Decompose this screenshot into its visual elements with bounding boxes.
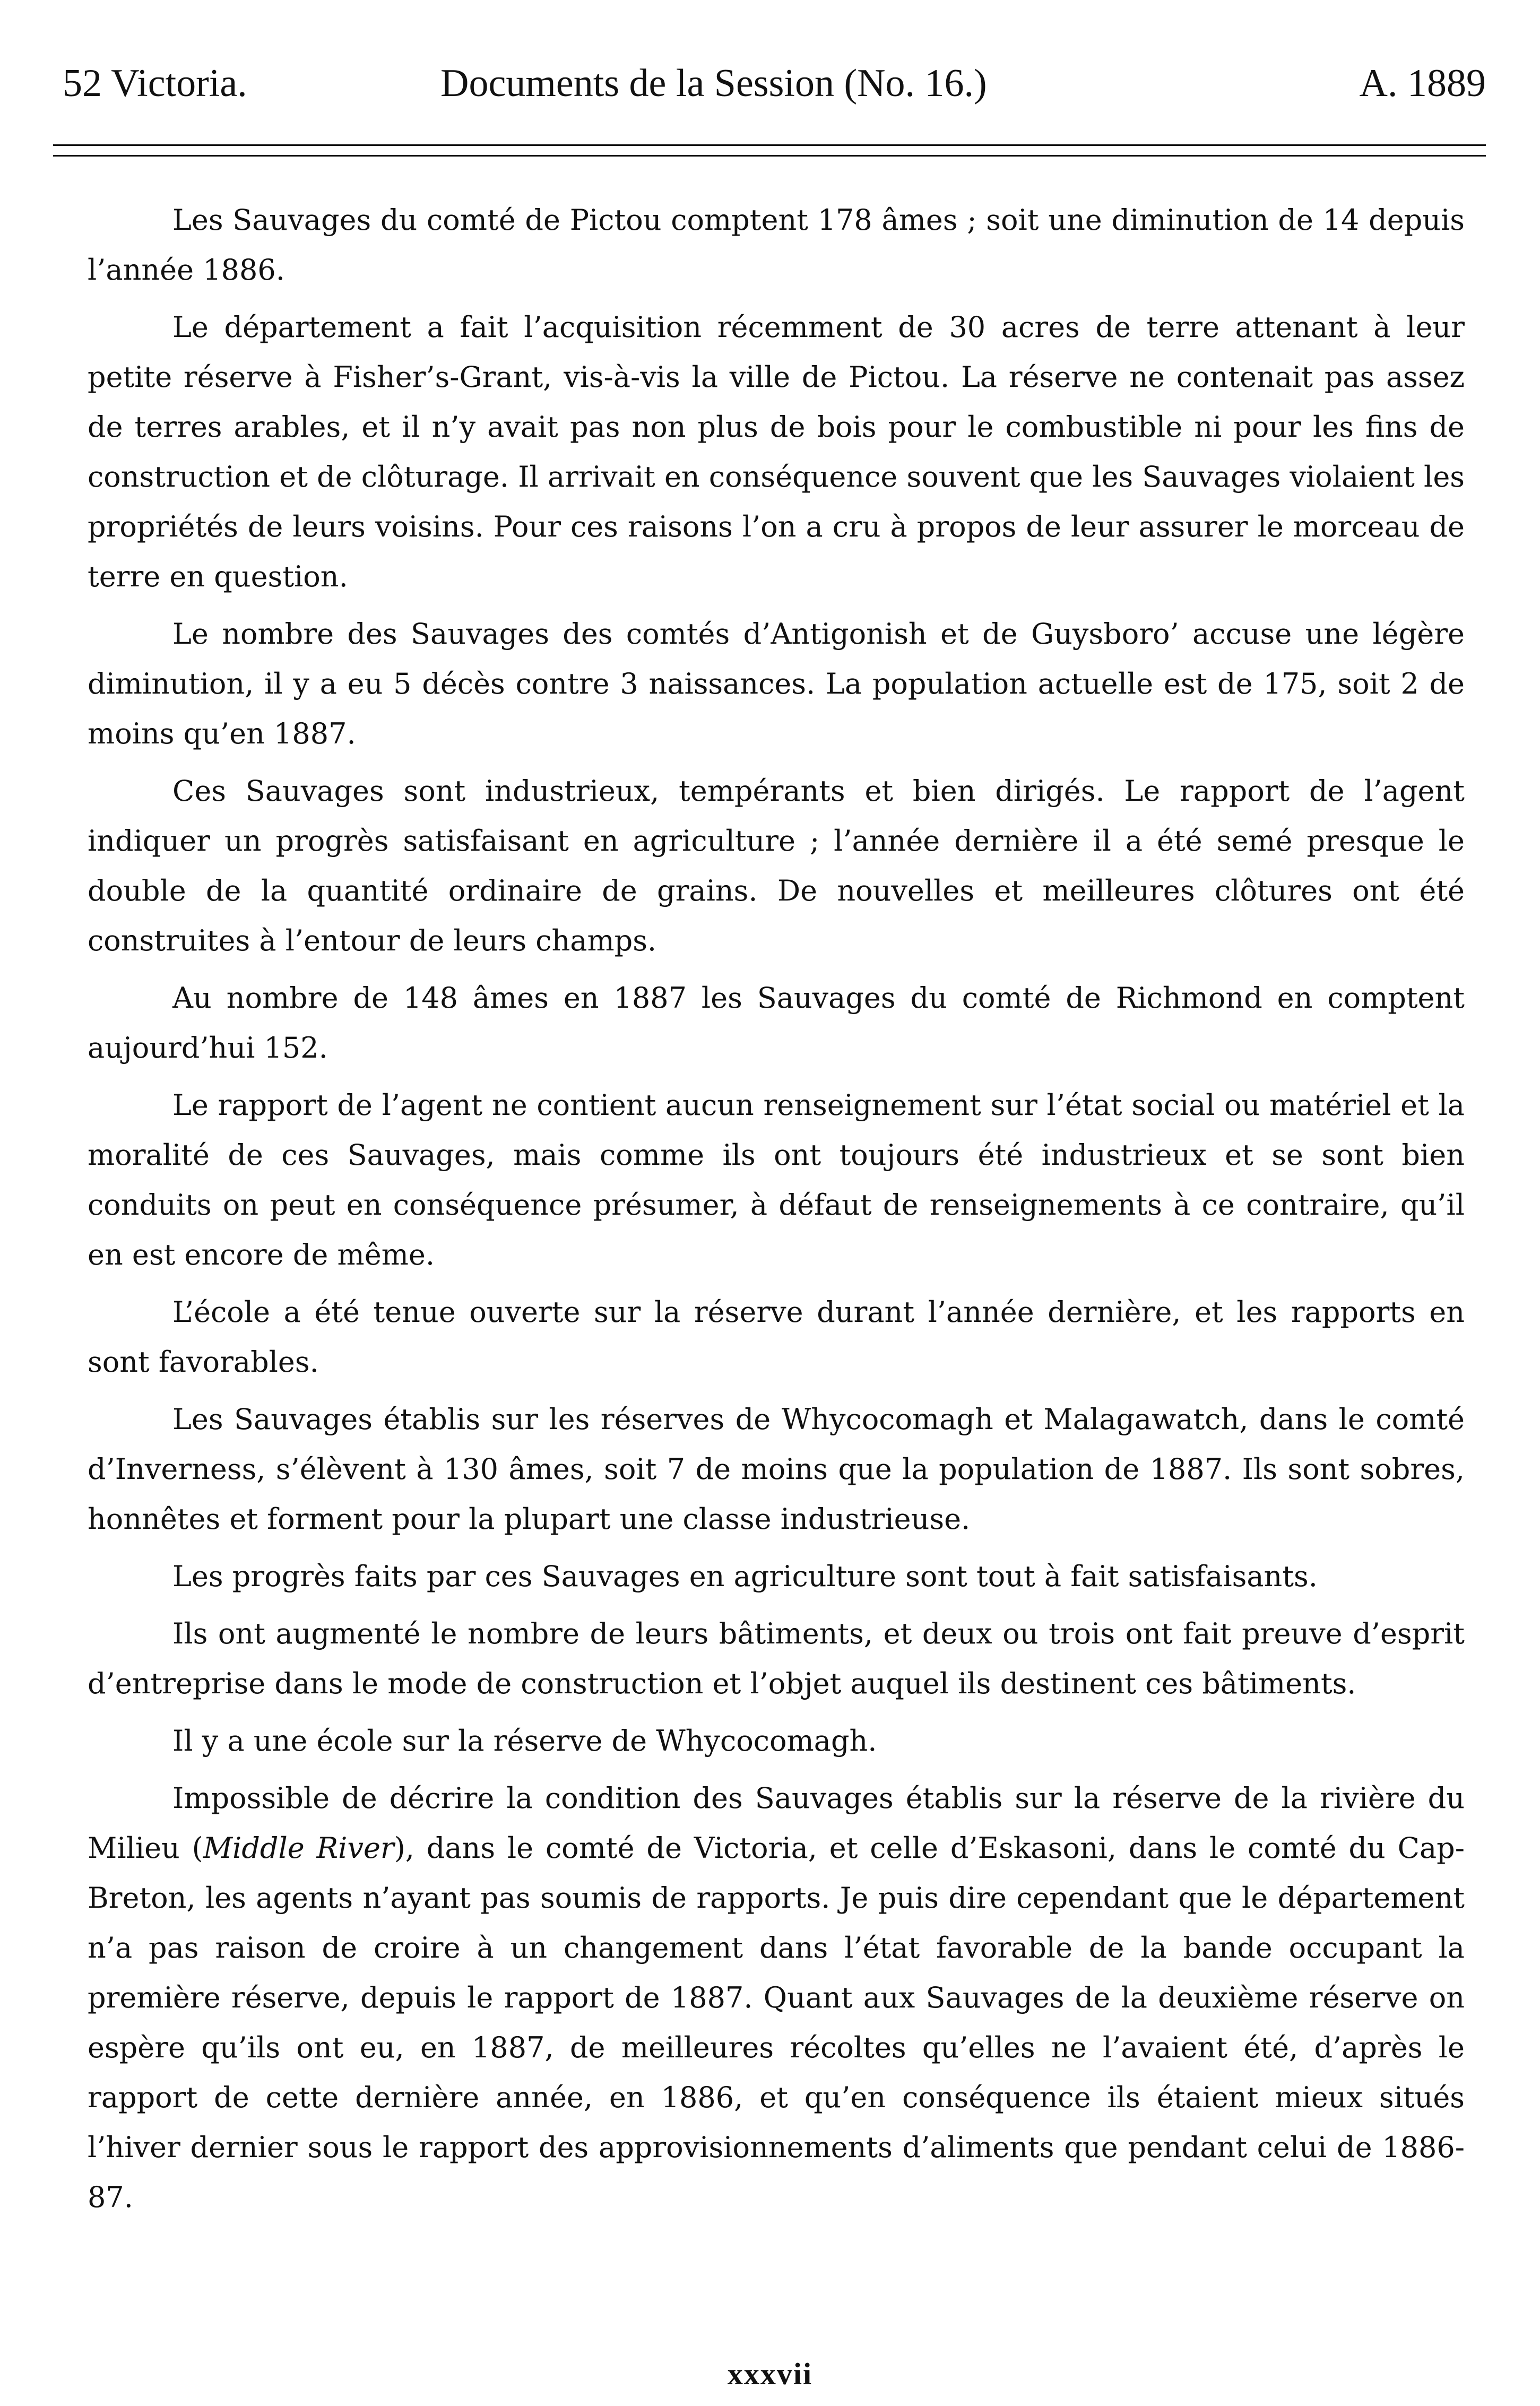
paragraph-inverness: Les Sauvages établis sur les réserves de Whycocomagh et Malagawatch, dans le comté d’Inverness, s’élèvent à 130 âmes, soit 7 de moins que la population de 1887. Ils sont sobres, honnêtes et forment pour la plupart une classe industrieuse.: [88, 1403, 1465, 1536]
paragraph-agent-report: Le rapport de l’agent ne contient aucun renseignement sur l’état social ou matériel et la moralité de ces Sauvages, mais comme ils ont toujours été industrieux et se sont bien conduits on peut en conséquence présumer, à défaut de renseignements à ce contraire, qu’il en est encore de même.: [88, 1088, 1465, 1271]
paragraph-industrious: Ces Sauvages sont industrieux, tempérants et bien dirigés. Le rapport de l’agent indiquer un progrès satisfaisant en agriculture ; l’année dernière il a été semé presque le double de la quantité ordinaire de grains. De nouvelles et meilleures clôtures ont été construites à l’entour de leurs champs.: [88, 774, 1465, 957]
paragraph-middle-river-end: ), dans le comté de Victoria, et celle d’Eskasoni, dans le comté du Cap-Breton, les agents n’ayant pas soumis de rapports. Je puis dire cependant que le département n’a pas raison de croire à un changement dans l’état favorable de la bande occupant la première réserve, depuis le rapport de 1887. Quant aux Sauvages de la deuxième réserve on espère qu’ils ont eu, en 1887, de meilleures récoltes qu’elles ne l’avaient été, d’après le rapport de cette dernière année, en 1886, et qu’en conséquence ils étaient mieux situés l’hiver dernier sous le rapport des approvisionnements d’aliments que pendant celui de 1886-87.: [88, 1831, 1465, 2214]
paragraph-richmond: Au nombre de 148 âmes en 1887 les Sauvages du comté de Richmond en comptent aujourd’hui 152.: [88, 981, 1465, 1064]
header-rule-top: [53, 144, 1486, 146]
page-number: xxxvii: [727, 2357, 813, 2391]
body-text: [88, 195, 1465, 2222]
page-header: [53, 32, 1486, 105]
paragraph-whycocomagh-school: Il y a une école sur la réserve de Whycocomagh.: [172, 1724, 877, 1758]
paragraph-school: L’école a été tenue ouverte sur la réserve durant l’année dernière, et les rapports en sont favorables.: [88, 1295, 1465, 1379]
paragraph-buildings: Ils ont augmenté le nombre de leurs bâtiments, et deux ou trois ont fait preuve d’esprit d’entreprise dans le mode de construction et l’objet auquel ils destinent ces bâtiments.: [88, 1617, 1465, 1700]
paragraph-middle-river: [88, 1773, 1465, 2222]
paragraph-fishers-grant: Le département a fait l’acquisition récemment de 30 acres de terre attenant à leur petite réserve à Fisher’s-Grant, vis-à-vis la ville de Pictou. La réserve ne contenait pas assez de terres arables, et il n’y avait pas non plus de bois pour le combustible ni pour les fins de construction et de clôturage. Il arrivait en conséquence souvent que les Sauvages violaient les propriétés de leurs voisins. Pour ces raisons l’on a cru à propos de leur assurer le morceau de terre en question.: [88, 310, 1465, 593]
header-volume: 52 Victoria.: [63, 62, 247, 105]
header-year: A. 1889: [1359, 62, 1486, 105]
paragraph-middle-river-start: Impossible de décrire la condition des Sauvages établis sur la réserve de la rivière du Milieu (: [88, 1781, 1465, 1865]
header-rule-bottom: [53, 155, 1486, 157]
paragraph-pictou: Les Sauvages du comté de Pictou comptent 178 âmes ; soit une diminution de 14 depuis l’année 1886.: [88, 203, 1465, 287]
header-title: Documents de la Session (No. 16.): [440, 62, 987, 105]
paragraph-agriculture: Les progrès faits par ces Sauvages en agriculture sont tout à fait satisfaisants.: [172, 1560, 1318, 1593]
middle-river-italic: Middle River: [203, 1831, 394, 1865]
paragraph-antigonish-guysboro: Le nombre des Sauvages des comtés d’Antigonish et de Guysboro’ accuse une légère diminution, il y a eu 5 décès contre 3 naissances. La population actuelle est de 175, soit 2 de moins qu’en 1887.: [88, 617, 1465, 750]
